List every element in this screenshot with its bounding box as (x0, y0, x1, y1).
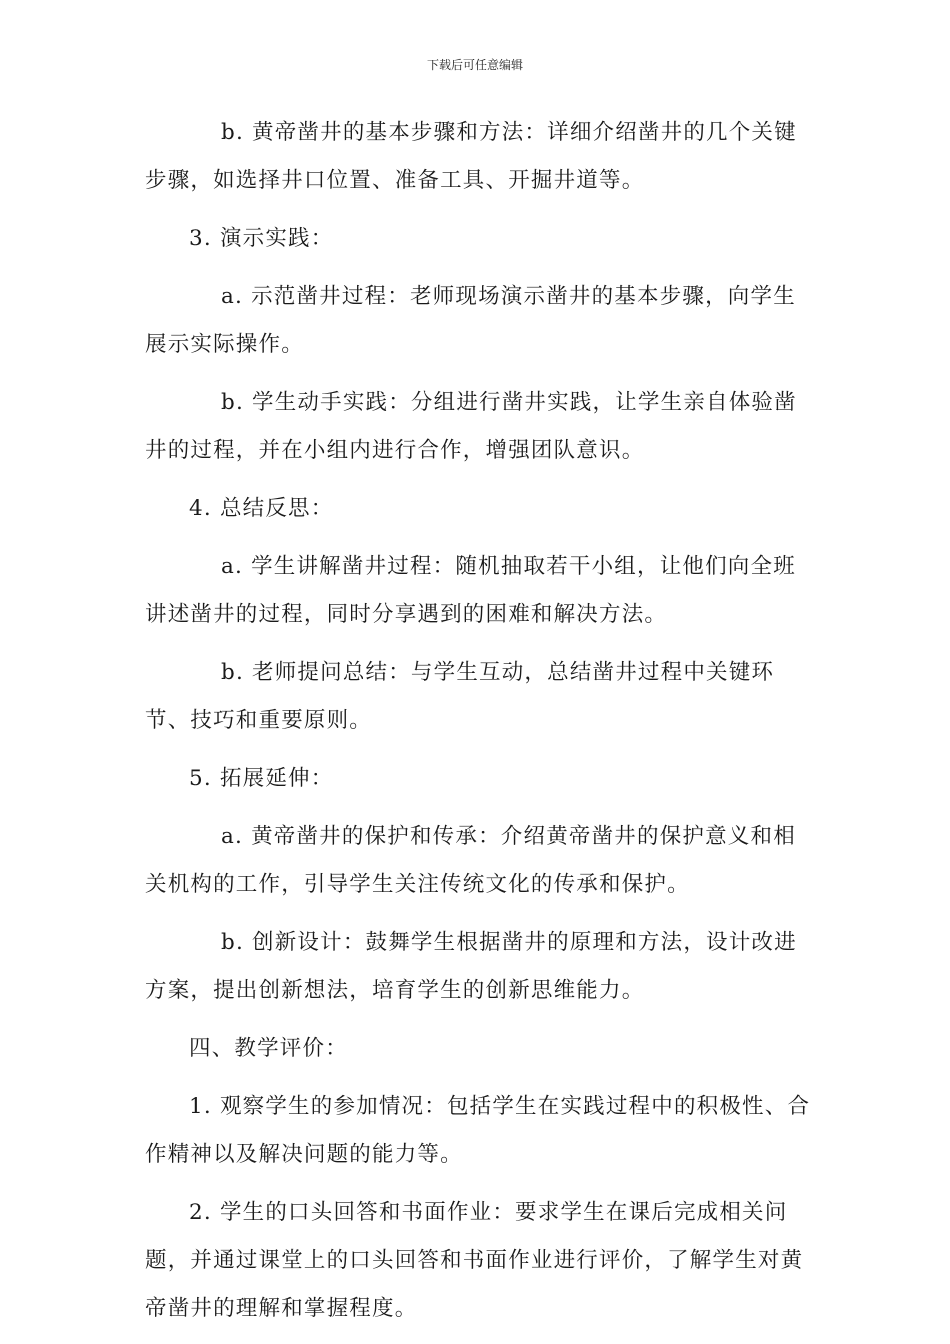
paragraph: b. 学生动手实践：分组进行凿井实践，让学生亲自体验凿井的过程，并在小组内进行合作，增强团队意识。 (145, 390, 797, 463)
paragraph: 1. 观察学生的参加情况：包括学生在实践过程中的积极性、合作精神以及解决问题的能力等。 (145, 1094, 811, 1167)
paragraph: b. 黄帝凿井的基本步骤和方法：详细介绍凿井的几个关键步骤，如选择井口位置、准备工具、开掘井道等。 (145, 120, 797, 193)
paragraph: b. 老师提问总结：与学生互动，总结凿井过程中关键环节、技巧和重要原则。 (145, 660, 775, 733)
paragraph: a. 学生讲解凿井过程：随机抽取若干小组，让他们向全班讲述凿井的过程，同时分享遇到的困难和解决方法。 (145, 554, 796, 627)
paragraph: 2. 学生的口头回答和书面作业：要求学生在课后完成相关问题，并通过课堂上的口头回答和书面作业进行评价，了解学生对黄帝凿井的理解和掌握程度。 (145, 1200, 804, 1321)
section-heading: 3. 演示实践： (189, 226, 334, 251)
page-header-note: 下载后可任意编辑 (426, 58, 523, 72)
document-body (145, 109, 815, 1343)
section-heading: 4. 总结反思： (189, 496, 334, 521)
section-heading: 5. 拓展延伸： (189, 766, 334, 791)
paragraph: a. 黄帝凿井的保护和传承：介绍黄帝凿井的保护意义和相关机构的工作，引导学生关注传统文化的传承和保护。 (145, 824, 796, 897)
section-heading: 四、教学评价： (189, 1036, 348, 1061)
paragraph: a. 示范凿井过程：老师现场演示凿井的基本步骤，向学生展示实际操作。 (145, 284, 796, 357)
paragraph: b. 创新设计：鼓舞学生根据凿井的原理和方法，设计改进方案，提出创新想法，培育学生的创新思维能力。 (145, 930, 797, 1003)
